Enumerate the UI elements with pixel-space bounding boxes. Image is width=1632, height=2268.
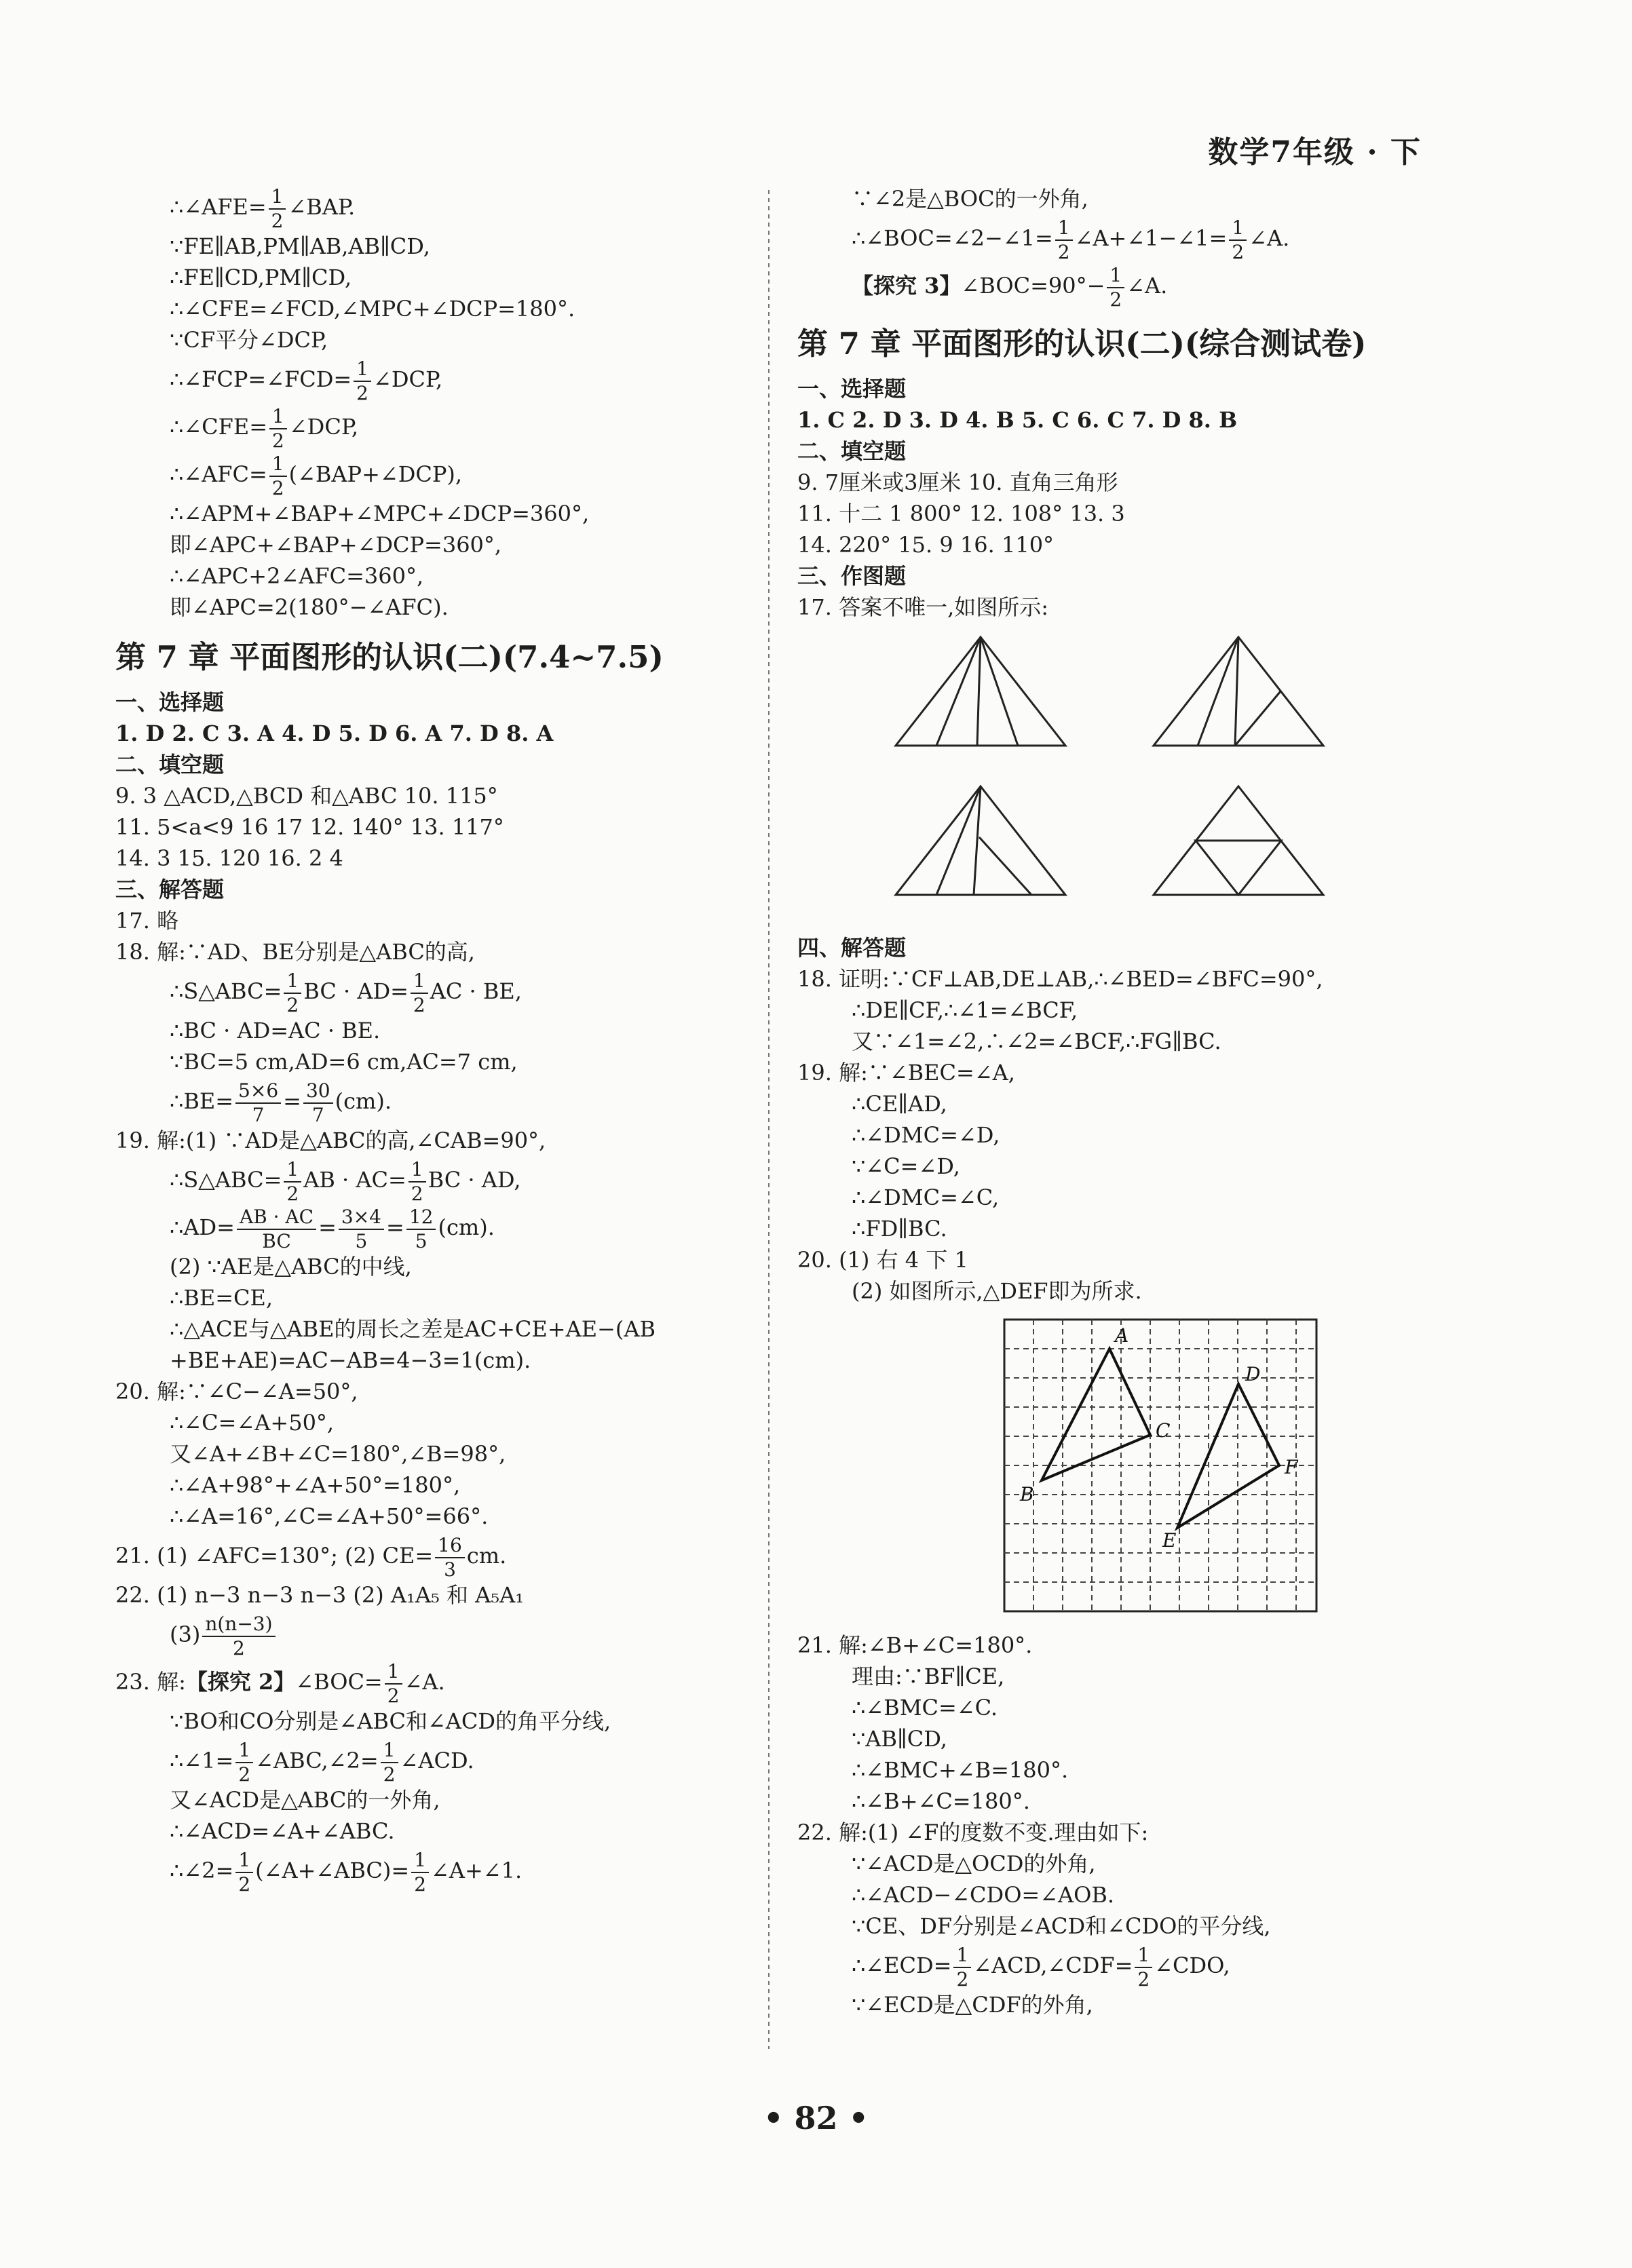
answer-line — [115, 450, 746, 498]
answer-line: ∴∠ACD=∠A+∠ABC. — [170, 1818, 395, 1844]
answer-line: ∴BE= $\frac{5\times 6}{7}$ = $\frac{30}{7}$ (cm). — [170, 1079, 392, 1126]
triangle-figures — [797, 634, 1449, 898]
math-text: BC · AD, — [428, 1167, 521, 1193]
math-text: AB · AC= — [303, 1167, 406, 1193]
math-text: ∠BOC=90°− — [961, 273, 1105, 299]
answer-line: ∴∠BMC=∠C. — [852, 1695, 998, 1721]
triangle-figure-1 — [892, 634, 1069, 749]
answer-line — [115, 183, 746, 231]
math-text: ∠ACD. — [400, 1748, 474, 1773]
math-text: ∴AD= — [170, 1214, 235, 1240]
math-text: ∴∠AFE= — [170, 194, 267, 220]
section-heading: 一、选择题 — [115, 689, 225, 715]
answer-line: 20. (1) 右 4 下 1 — [797, 1247, 968, 1273]
answer-line — [797, 1942, 1449, 1989]
fraction: $\frac{1}{2}$ — [1229, 218, 1247, 262]
math-text: ∠DCP, — [373, 366, 443, 392]
answer-line — [115, 967, 746, 1015]
answer-line: ∴DE∥CF,∴∠1=∠BCF, — [852, 997, 1078, 1023]
grid-figure — [1001, 1316, 1449, 1620]
left-column — [115, 183, 746, 1894]
choice-answers: 1. C 2. D 3. D 4. B 5. C 6. C 7. D 8. B — [797, 407, 1238, 433]
answer-line: 17. 略 — [115, 908, 179, 934]
answer-line: ∴∠B+∠C=180°. — [852, 1788, 1030, 1814]
answer-line: ∵BC=5 cm,AD=6 cm,AC=7 cm, — [170, 1049, 518, 1075]
fraction: $\frac{1}{2}$ — [235, 1741, 253, 1784]
math-text: ∠A+∠1−∠1= — [1074, 225, 1228, 251]
answer-line: ∵AB∥CD, — [852, 1726, 947, 1752]
answer-line: 22. (1) n−3 n−3 n−3 (2) A₁A₅ 和 A₅A₁ — [115, 1582, 525, 1608]
answer-line: ∴∠BMC+∠B=180°. — [852, 1757, 1069, 1783]
answer-line: 理由:∵BF∥CE, — [852, 1664, 1005, 1689]
answer-line: 18. 解:∵AD、BE分别是△ABC的高, — [115, 939, 475, 965]
math-text: (∠BAP+∠DCP), — [288, 461, 463, 487]
answer-line: 又∠ACD是△ABC的一外角, — [170, 1787, 440, 1813]
answer-line — [115, 1847, 746, 1894]
fill-answer: 9. 3 △ACD,△BCD 和△ABC 10. 115° — [115, 783, 498, 809]
math-text: cm. — [466, 1543, 507, 1569]
math-text: ∴S△ABC= — [170, 1167, 282, 1193]
fill-answer: 14. 3 15. 120 16. 2 4 — [115, 845, 343, 871]
column-divider — [768, 190, 770, 2049]
chapter-title-right: 第 7 章 平面图形的认识(二)(综合测试卷) — [797, 326, 1367, 362]
math-text: ∠BAP. — [288, 194, 356, 220]
fraction: $\frac{1}{2}$ — [269, 455, 287, 498]
fraction: $\frac{1}{2}$ — [269, 407, 287, 450]
answer-line: ∴∠APC+2∠AFC=360°, — [170, 563, 424, 589]
math-text: ∴∠FCP=∠FCD= — [170, 366, 352, 392]
answer-line: 18. 证明:∵CF⊥AB,DE⊥AB,∴∠BED=∠BFC=90°, — [797, 966, 1323, 992]
answer-line: ∵FE∥AB,PM∥AB,AB∥CD, — [170, 233, 430, 259]
answer-line: (2) 如图所示,△DEF即为所求. — [852, 1278, 1142, 1304]
fraction: $\frac{n(n-3)}{2}$ — [202, 1615, 275, 1658]
point-label: B — [1020, 1483, 1034, 1505]
math-text: (3) — [170, 1621, 201, 1647]
math-text: (cm). — [335, 1088, 392, 1114]
section-heading: 二、填空题 — [797, 438, 907, 464]
point-label: A — [1115, 1324, 1129, 1347]
fraction: $\frac{1}{2}$ — [284, 1160, 301, 1204]
answer-line: ∵∠C=∠D, — [852, 1153, 960, 1179]
answer-line: ∴FE∥CD,PM∥CD, — [170, 265, 352, 290]
fraction: $\frac{1}{2}$ — [269, 187, 286, 231]
point-label: C — [1156, 1419, 1171, 1442]
answer-line — [115, 1611, 746, 1658]
math-text: ∴∠CFE= — [170, 414, 268, 440]
answer-line: ∵∠ECD是△CDF的外角, — [852, 1992, 1093, 2018]
choice-answers: 1. D 2. C 3. A 4. D 5. D 6. A 7. D 8. A — [115, 720, 554, 746]
answer-line — [115, 1658, 746, 1706]
answer-line — [115, 1737, 746, 1784]
math-text: BC · AD= — [303, 978, 409, 1004]
math-text: (∠A+∠ABC)= — [255, 1858, 410, 1883]
fraction: $\frac{1}{2}$ — [411, 1851, 429, 1894]
triangle-figure-2 — [1150, 634, 1327, 749]
answer-line: ∴BC · AD=AC · BE. — [170, 1018, 381, 1043]
answer-line: ∴∠DMC=∠D, — [852, 1122, 1000, 1148]
answer-line: 又∵∠1=∠2,∴∠2=∠BCF,∴FG∥BC. — [852, 1029, 1221, 1054]
bold-label: 【探究 3】 — [852, 273, 962, 299]
math-text: 23. 解: — [115, 1669, 186, 1695]
point-label: D — [1245, 1363, 1261, 1385]
section-heading: 三、解答题 — [115, 877, 225, 902]
section-heading: 三、作图题 — [797, 563, 907, 589]
answer-line: ∵CE、DF分别是∠ACD和∠CDO的平分线, — [852, 1913, 1271, 1939]
grid-svg — [1001, 1316, 1320, 1615]
math-text: ∠A. — [1249, 225, 1290, 251]
math-text: ∴S△ABC= — [170, 978, 282, 1004]
math-text: ∠DCP, — [288, 414, 359, 440]
math-text: ∴∠2= — [170, 1858, 234, 1883]
fill-answer: 11. 十二 1 800° 12. 108° 13. 3 — [797, 501, 1125, 526]
answer-line: ∴△ACE与△ABE的周长之差是AC+CE+AE−(AB — [170, 1316, 656, 1342]
math-text: AC · BE, — [430, 978, 522, 1004]
fill-answer: 11. 5<a<9 16 17 12. 140° 13. 117° — [115, 814, 504, 840]
fraction: $\frac{1}{2}$ — [1055, 218, 1073, 262]
math-text: 21. (1) ∠AFC=130°; (2) CE= — [115, 1543, 434, 1569]
answer-line: ∵CF平分∠DCP, — [170, 327, 328, 353]
section-heading: 二、填空题 — [115, 752, 225, 777]
fraction: $\frac{1}{2}$ — [411, 972, 428, 1015]
fraction: $\frac{1}{2}$ — [409, 1160, 426, 1204]
math-text: ∠BOC= — [295, 1669, 383, 1695]
answer-line: 20. 解:∵∠C−∠A=50°, — [115, 1379, 358, 1404]
fraction: $\frac{1}{2}$ — [1107, 266, 1124, 309]
math-text: ∠A+∠1. — [431, 1858, 523, 1883]
answer-line: 即∠APC+∠BAP+∠DCP=360°, — [170, 532, 502, 558]
section-heading: 一、选择题 — [797, 376, 907, 402]
answer-line: ∵∠2是△BOC的一外角, — [852, 186, 1088, 212]
answer-line: 22. 解:(1) ∠F的度数不变.理由如下: — [797, 1820, 1149, 1845]
math-text: ∴∠ECD= — [852, 1953, 952, 1978]
fraction: $\frac{5\times 6}{7}$ — [235, 1081, 281, 1125]
math-text: ∠CDO, — [1154, 1953, 1230, 1978]
answer-line — [115, 403, 746, 450]
answer-line: (2) ∵AE是△ABC的中线, — [170, 1254, 412, 1280]
fraction: $\frac{3\times 4}{5}$ — [339, 1208, 384, 1251]
fraction: $\frac{1}{2}$ — [1135, 1946, 1152, 1989]
answer-line: ∵∠ACD是△OCD的外角, — [852, 1851, 1096, 1877]
fraction: $\frac{AB \cdot AC}{BC}$ — [237, 1208, 316, 1251]
answer-line: ∴∠DMC=∠C, — [852, 1185, 1000, 1210]
right-column — [797, 183, 1449, 2020]
answer-line: ∴∠ACD−∠CDO=∠AOB. — [852, 1882, 1115, 1908]
answer-line: ∴∠C=∠A+50°, — [170, 1410, 335, 1436]
answer-line: ∴∠A+98°+∠A+50°=180°, — [170, 1472, 461, 1498]
answer-line — [115, 1532, 746, 1579]
answer-line: ∴BE=CE, — [170, 1285, 273, 1311]
answer-line: ∴∠CFE=∠FCD,∠MPC+∠DCP=180°. — [170, 296, 575, 322]
math-text: ∴∠AFC= — [170, 461, 267, 487]
math-text: ∴∠BOC=∠2−∠1= — [852, 225, 1053, 251]
point-label: E — [1162, 1529, 1177, 1552]
answer-line: 19. 解:∵∠BEC=∠A, — [797, 1060, 1015, 1085]
answer-line: ∴FD∥BC. — [852, 1216, 947, 1242]
math-text: ∠ABC,∠2= — [255, 1748, 379, 1773]
answer-line — [115, 1156, 746, 1204]
fraction: $\frac{30}{7}$ — [303, 1081, 333, 1125]
answer-line: 又∠A+∠B+∠C=180°,∠B=98°, — [170, 1441, 506, 1467]
answer-line: ∵BO和CO分别是∠ABC和∠ACD的角平分线, — [170, 1708, 611, 1734]
page-number: • 82 • — [763, 2100, 869, 2136]
answer-line: ∴CE∥AD, — [852, 1091, 947, 1117]
fraction: $\frac{16}{3}$ — [435, 1536, 465, 1579]
fraction: $\frac{1}{2}$ — [385, 1662, 402, 1706]
math-text: ∴∠1= — [170, 1748, 234, 1773]
fill-answer: 9. 7厘米或3厘米 10. 直角三角形 — [797, 469, 1118, 495]
answer-line — [797, 262, 1449, 309]
answer-line — [115, 355, 746, 403]
answer-line: ∴∠APM+∠BAP+∠MPC+∠DCP=360°, — [170, 501, 590, 526]
answer-line — [797, 214, 1449, 262]
answer-line: 17. 答案不唯一,如图所示: — [797, 594, 1049, 620]
math-text: ∠A. — [1126, 273, 1168, 299]
math-text: (cm). — [438, 1214, 495, 1240]
fraction: $\frac{1}{2}$ — [284, 972, 301, 1015]
math-text: ∴BE= — [170, 1088, 234, 1114]
point-label: F — [1285, 1456, 1298, 1478]
section-heading: 四、解答题 — [797, 935, 907, 961]
triangle-figure-3 — [892, 783, 1069, 898]
fraction: $\frac{1}{2}$ — [953, 1946, 971, 1989]
answer-line: +BE+AE)=AC−AB=4−3=1(cm). — [170, 1347, 531, 1373]
chapter-title-left: 第 7 章 平面图形的认识(二)(7.4~7.5) — [115, 639, 664, 675]
fraction: $\frac{1}{2}$ — [235, 1851, 253, 1894]
answer-line: 19. 解:(1) ∵AD是△ABC的高,∠CAB=90°, — [115, 1128, 546, 1153]
answer-line: ∴∠A=16°,∠C=∠A+50°=66°. — [170, 1503, 489, 1529]
bold-label: 【探究 2】 — [185, 1669, 296, 1695]
fraction: $\frac{12}{5}$ — [406, 1208, 436, 1251]
math-text: ∠A. — [404, 1669, 445, 1695]
page-header: 数学7年级 · 下 — [1208, 135, 1422, 170]
fill-answer: 14. 220° 15. 9 16. 110° — [797, 532, 1055, 558]
triangle-figure-4 — [1150, 783, 1327, 898]
fraction: $\frac{1}{2}$ — [381, 1741, 398, 1784]
answer-line: ∴AD= $\frac{AB \cdot AC}{BC}$ = $\frac{3\times 4}{5}$ = $\frac{12}{5}$ (cm). — [170, 1205, 495, 1252]
math-text: ∠ACD,∠CDF= — [973, 1953, 1133, 1978]
fraction: $\frac{1}{2}$ — [354, 360, 371, 403]
left-top-lines — [115, 183, 746, 623]
answer-line: 21. 解:∠B+∠C=180°. — [797, 1632, 1033, 1658]
answer-line: 即∠APC=2(180°−∠AFC). — [170, 594, 449, 620]
